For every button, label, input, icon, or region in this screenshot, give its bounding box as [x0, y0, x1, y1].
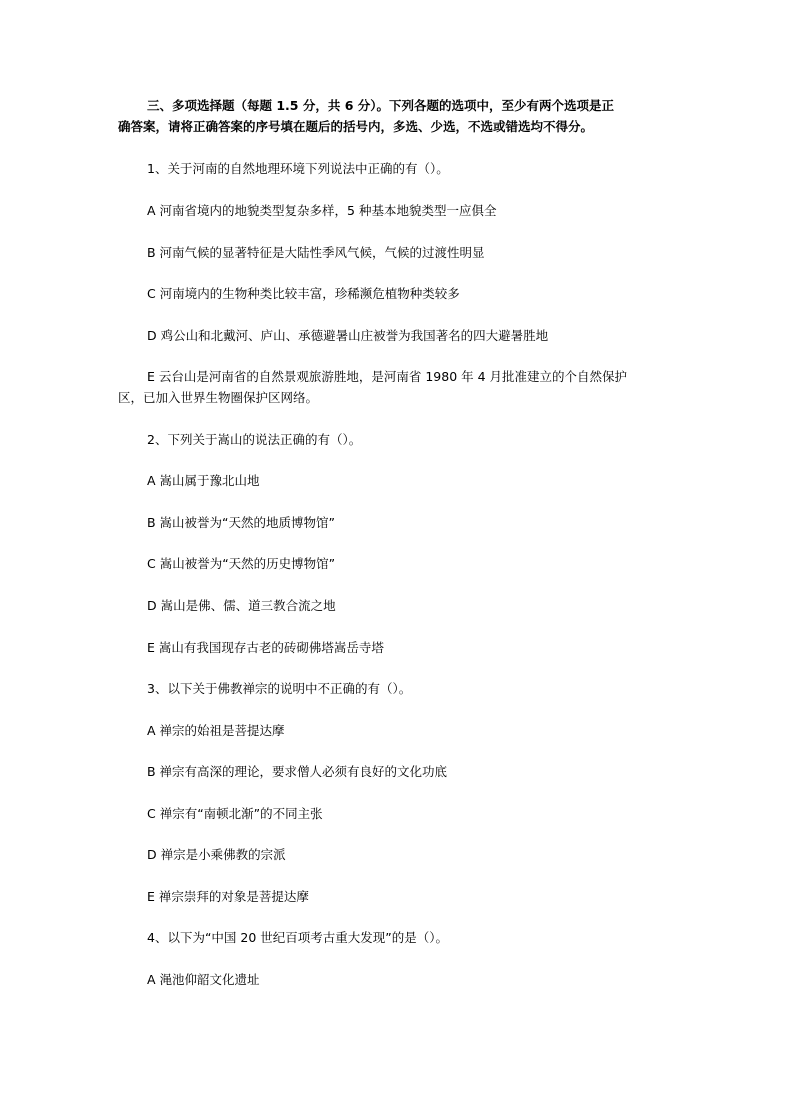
question-1-option-d: D 鸡公山和北戴河、庐山、承德避暑山庄被誉为我国著名的四大避暑胜地 — [147, 328, 549, 343]
question-3-option-e: E 禅宗崇拜的对象是菩提达摩 — [147, 889, 309, 904]
question-4-option-a: A 渑池仰韶文化遗址 — [147, 972, 260, 987]
question-2-option-e: E 嵩山有我国现存古老的砖砌佛塔嵩岳寺塔 — [147, 640, 384, 655]
question-3-stem: 3、以下关于佛教禅宗的说明中不正确的有（）。 — [147, 681, 412, 696]
question-1-option-a: A 河南省境内的地貌类型复杂多样，5 种基本地貌类型一应俱全 — [147, 203, 497, 218]
question-2-option-b: B 嵩山被誉为“天然的地质博物馆” — [147, 515, 336, 530]
question-2-option-d: D 嵩山是佛、儒、道三教合流之地 — [147, 598, 336, 613]
question-2-option-c: C 嵩山被誉为“天然的历史博物馆” — [147, 556, 336, 571]
section-heading-line-2: 确答案，请将正确答案的序号填在题后的括号内，多选、少选，不选或错选均不得分。 — [118, 119, 594, 134]
section-heading-line-1: 三、多项选择题（每题 1.5 分，共 6 分）。下列各题的选项中，至少有两个选项是正 — [147, 98, 614, 113]
question-3-option-a: A 禅宗的始祖是菩提达摩 — [147, 723, 285, 738]
question-3-option-d: D 禅宗是小乘佛教的宗派 — [147, 847, 286, 862]
question-4-stem: 4、以下为“中国 20 世纪百项考古重大发现”的是（）。 — [147, 930, 449, 945]
question-1-option-e-line-1: E 云台山是河南省的自然景观旅游胜地，是河南省 1980 年 4 月批准建立的个自然保护 — [147, 369, 628, 384]
question-3-option-b: B 禅宗有高深的理论，要求僧人必须有良好的文化功底 — [147, 764, 448, 779]
question-1-option-c: C 河南境内的生物种类比较丰富，珍稀濒危植物种类较多 — [147, 286, 460, 301]
question-1-option-b: B 河南气候的显著特征是大陆性季风气候，气候的过渡性明显 — [147, 245, 485, 260]
question-1-stem: 1、关于河南的自然地理环境下列说法中正确的有（）。 — [147, 161, 449, 176]
question-1-option-e-line-2: 区，已加入世界生物圈保护区网络。 — [118, 390, 319, 405]
question-2-option-a: A 嵩山属于豫北山地 — [147, 473, 260, 488]
question-2-stem: 2、下列关于嵩山的说法正确的有（）。 — [147, 432, 362, 447]
question-3-option-c: C 禅宗有“南顿北渐”的不同主张 — [147, 806, 323, 821]
